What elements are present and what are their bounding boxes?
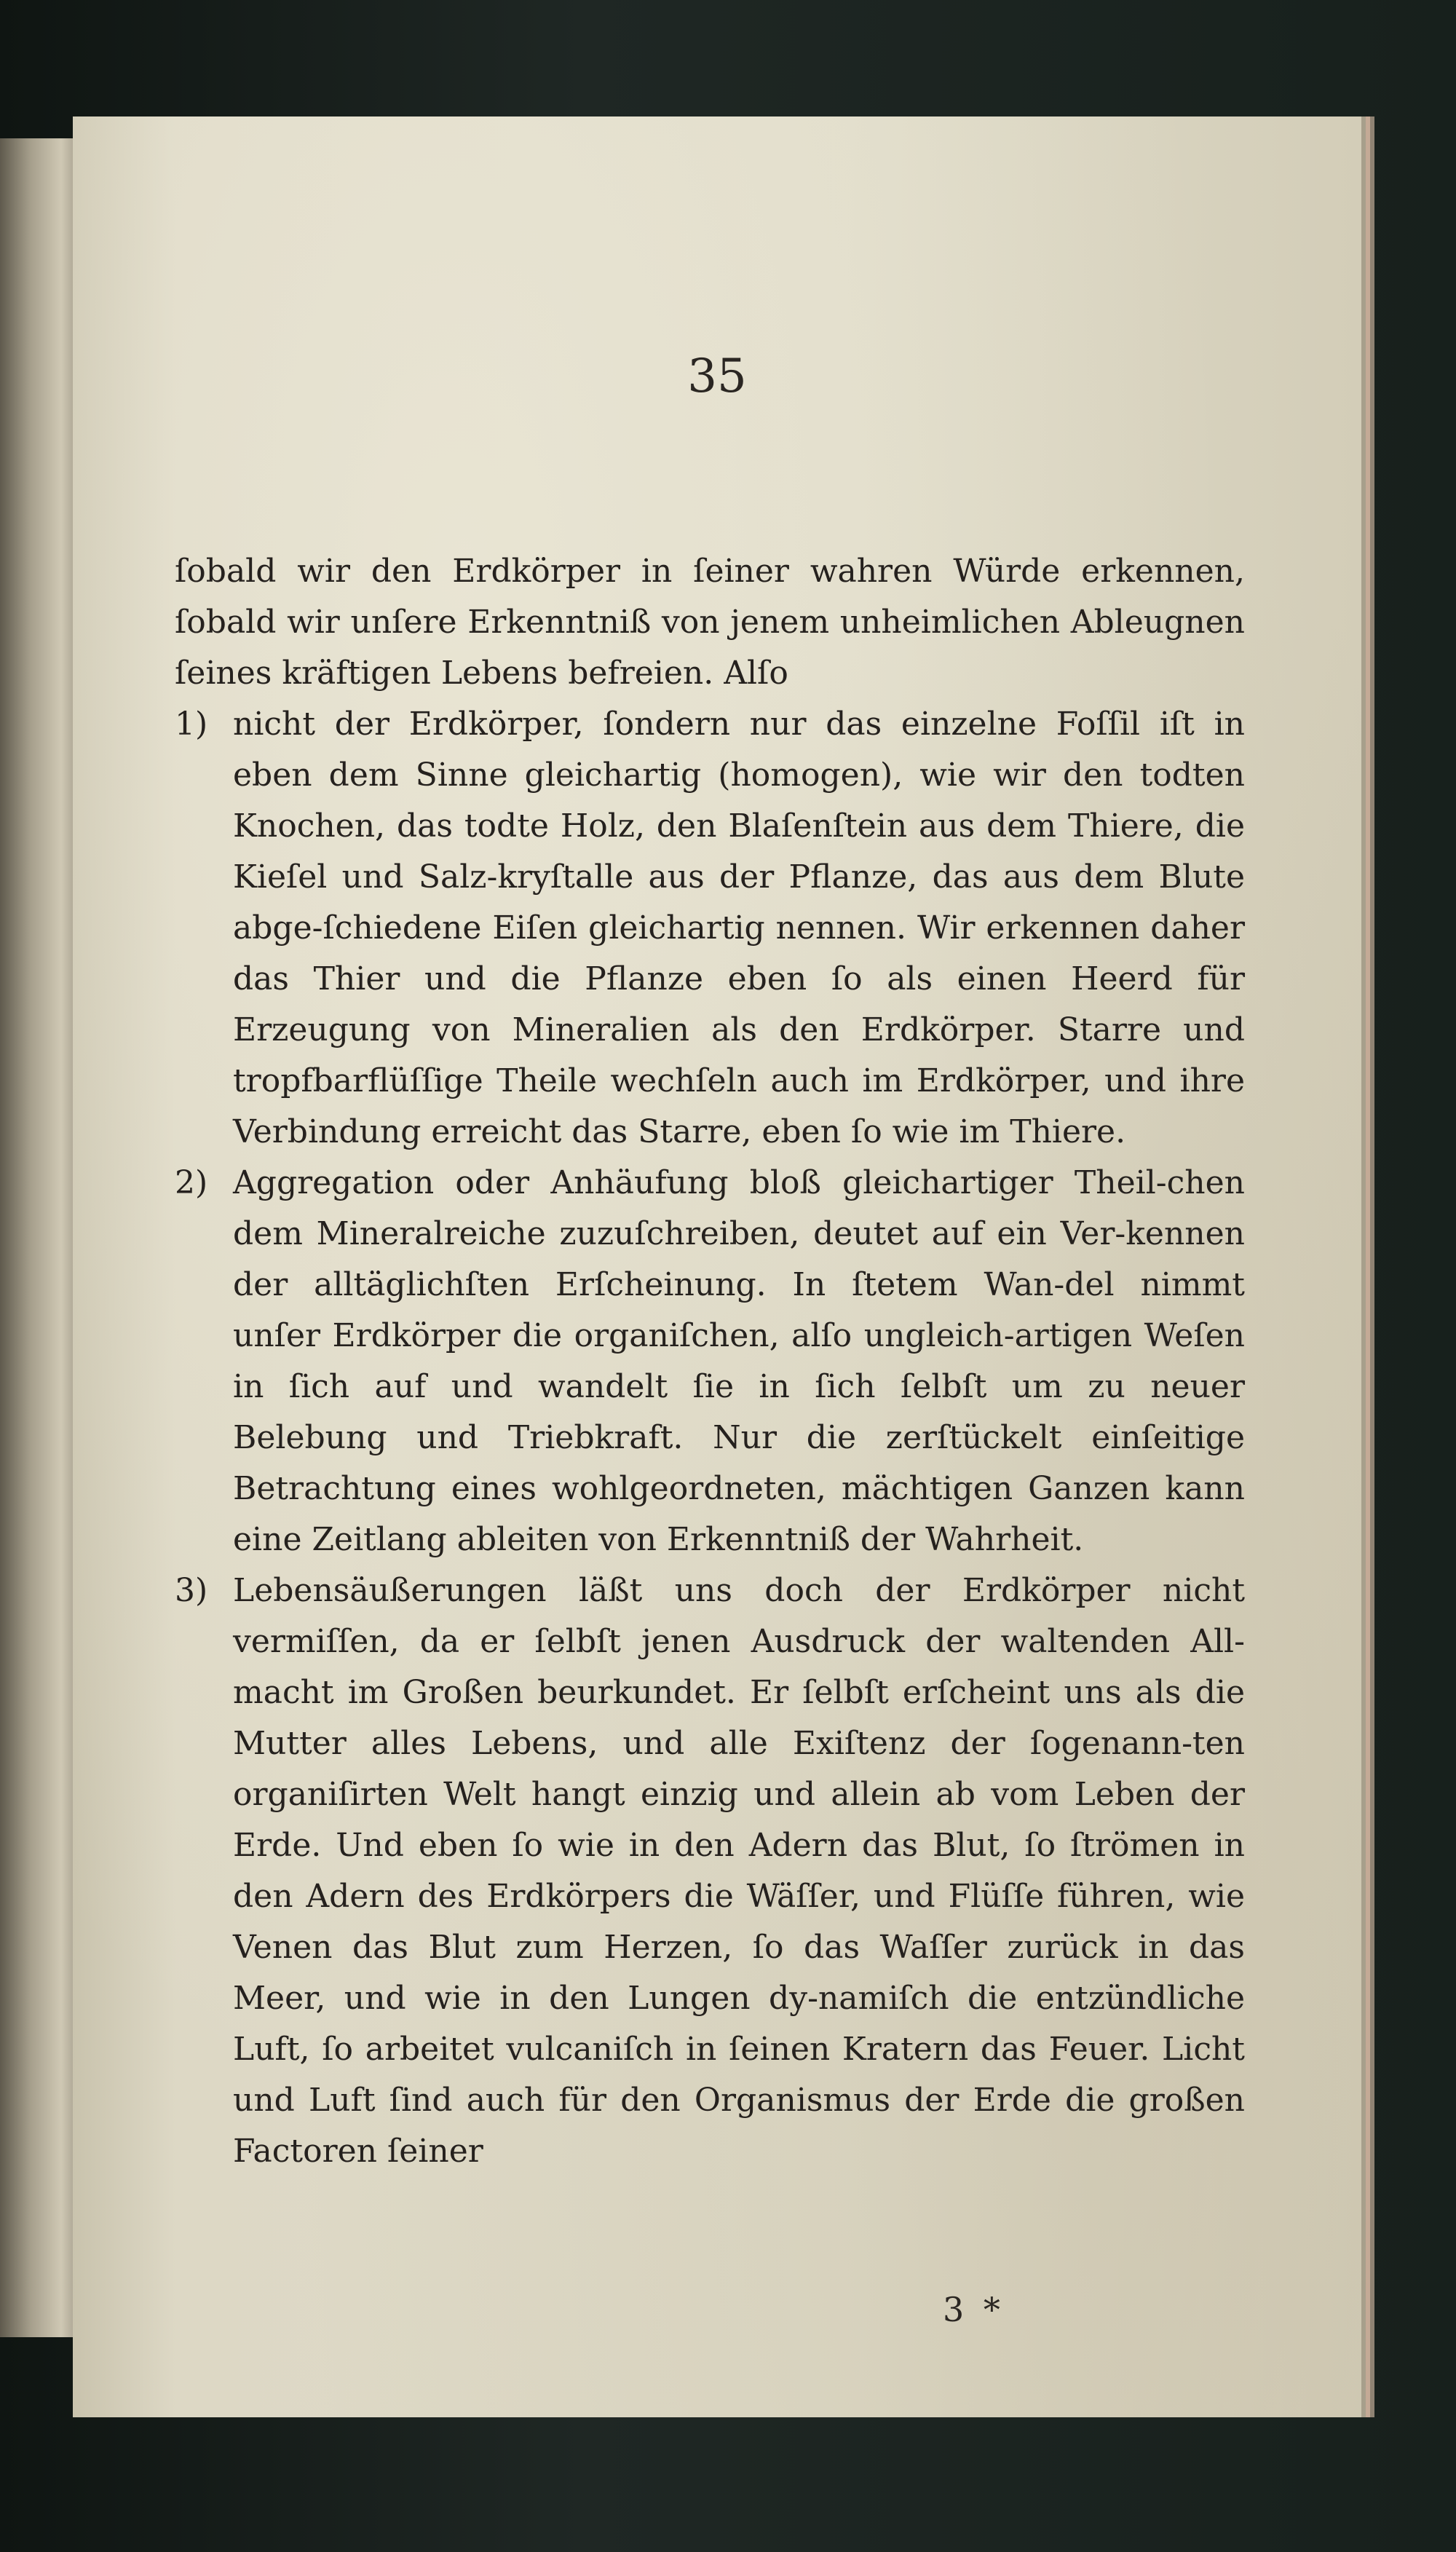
list-item-label: 3): [175, 1572, 208, 1609]
list-item-3: [175, 1565, 1245, 2177]
body-text: [175, 546, 1245, 2177]
list-item-label: 2): [175, 1164, 208, 1201]
list-item-text: Aggregation oder Anhäufung bloß gleichartiger Theil-chen dem Mineralreiche zuzuſchreiben, deutet auf ein Ver-kennen der alltäglichſten Erſcheinung. In ſtetem Wan-del nimmt unſer Erdkörper die organiſchen, alſo ungleich-artigen Weſen in ſich auf und wandelt ſie in ſich ſelbſt um zu neuer Belebung und Triebkraft. Nur die zerſtückelt einſeitige Betrachtung eines wohlgeordneten, mächtigen Ganzen kann eine Zeitlang ableiten von Erkenntniß der Wahrheit.: [233, 1164, 1245, 1558]
list-item-text: Lebensäußerungen läßt uns doch der Erdkörper nicht vermiſſen, da er ſelbſt jenen Ausdruck der waltenden All-macht im Großen beurkundet. Er ſelbſt erſcheint uns als die Mutter alles Lebens, und alle Exiſtenz der ſogenann-ten organiſirten Welt hangt einzig und allein ab vom Leben der Erde. Und eben ſo wie in den Adern das Blut, ſo ſtrömen in den Adern des Erdkörpers die Wäſſer, und Flüſſe führen, wie Venen das Blut zum Herzen, ſo das Waſſer zurück in das Meer, und wie in den Lungen dy-namiſch die entzündliche Luft, ſo arbeitet vulcaniſch in ſeinen Kratern das Feuer. Licht und Luft ſind auch für den Organismus der Erde die großen Factoren ſeiner: [233, 1572, 1245, 2170]
list-item-1: [175, 699, 1245, 1158]
list-item-2: [175, 1158, 1245, 1565]
list-item-label: 1): [175, 706, 208, 743]
signature-mark: 3 *: [943, 2290, 1005, 2329]
intro-paragraph: ſobald wir den Erdkörper in ſeiner wahren Würde erkennen, ſobald wir unſere Erkenntniß von jenem unheimlichen Ableugnen ſeines kräftigen Lebens befreien. Alſo: [175, 553, 1245, 692]
list-item-text: nicht der Erdkörper, ſondern nur das einzelne Foſſil iſt in eben dem Sinne gleichartig (homogen), wie wir den todten Knochen, das todte Holz, den Blaſenſtein aus dem Thiere, die Kieſel und Salz-kryſtalle aus der Pflanze, das aus dem Blute abge-ſchiedene Eiſen gleichartig nennen. Wir erkennen daher das Thier und die Pflanze eben ſo als einen Heerd für Erzeugung von Mineralien als den Erdkörper. Starre und tropfbarflüſſige Theile wechſeln auch im Erdkörper, und ihre Verbindung erreicht das Starre, eben ſo wie im Thiere.: [233, 706, 1245, 1150]
book-page: [73, 116, 1366, 2417]
page-number: 35: [687, 349, 747, 403]
